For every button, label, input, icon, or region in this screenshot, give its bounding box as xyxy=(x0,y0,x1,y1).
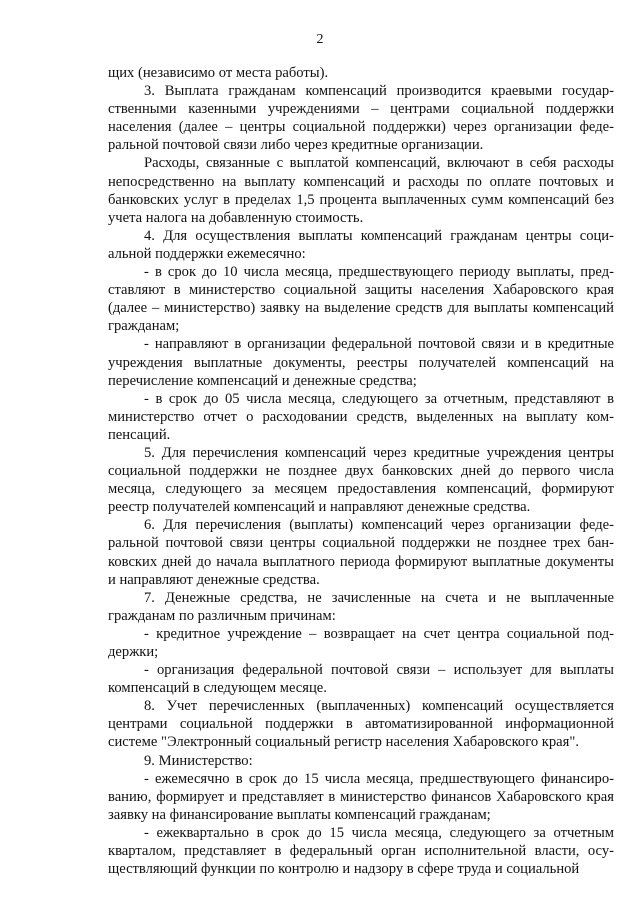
list-item-9-1: - ежемесячно в срок до 15 числа месяца, предшествующего финансированию, формирует и представляет в министерство финансов Хабаровского края заявку на финансирование выплаты компенсаций гражданам; xyxy=(108,770,614,823)
list-item-4-3: - в срок до 05 числа месяца, следующего за отчетным, представляют в министерство отчет о расходовании средств, выделенных на выплату компенсаций. xyxy=(108,390,614,443)
list-item-7-2: - организация федеральной почтовой связи – использует для выплаты компенсаций в следующем месяце. xyxy=(108,662,614,697)
list-item-4-1: - в срок до 10 числа месяца, предшествующего периоду выплаты, представляют в министерство социальной защиты населения Хабаровского края (далее – министерство) заявку на выделение средств для выплаты компенсаций гражданам; xyxy=(108,264,614,335)
paragraph-item-5: 5. Для перечисления компенсаций через кредитные учреждения центры социальной поддержки не позднее двух банковских дней до первого числа месяца, следующего за месяцем предоставления компенсаций, формируют реестр получателей компенсаций и направляют денежные средства. xyxy=(108,444,614,516)
paragraph-item-9: 9. Министерство: xyxy=(144,752,253,769)
paragraph-continuation: щих (независимо от места работы). xyxy=(108,65,329,81)
page-number: 2 xyxy=(316,32,324,47)
paragraph-item-7: 7. Денежные средства, не зачисленные на счета и не выплаченные гражданам по различным причинам: xyxy=(108,589,614,624)
document-body xyxy=(108,64,614,878)
list-item-4-2: - направляют в организации федеральной почтовой связи и в кредитные учреждения выплатные документы, реестры получателей компенсаций на перечисление компенсаций и денежные средства; xyxy=(108,336,614,389)
paragraph-expenses: Расходы, связанные с выплатой компенсаций, включают в себя расходы непосредственно на выплату компенсаций и расходы по оплате почтовых и банковских услуг в пределах 1,5 процента выплаченных сумм компенсаций без учета налога на добавленную стоимость. xyxy=(108,155,614,226)
paragraph-item-4: 4. Для осуществления выплаты компенсаций гражданам центры социальной поддержки ежемесячно: xyxy=(108,227,614,262)
paragraph-item-8: 8. Учет перечисленных (выплаченных) компенсаций осуществляется центрами социальной поддержки в автоматизированной информационной системе "Электронный социальный регистр населения Хабаровского края". xyxy=(108,698,614,751)
paragraph-item-6: 6. Для перечисления (выплаты) компенсаций через организации федеральной почтовой связи центры социальной поддержки не позднее трех банковских дней до начала выплатного периода формируют выплатные документы и направляют денежные средства. xyxy=(108,517,614,588)
list-item-7-1: - кредитное учреждение – возвращает на счет центра социальной поддержки; xyxy=(108,625,614,660)
list-item-9-2: - ежеквартально в срок до 15 числа месяца, следующего за отчетным кварталом, представляет в федеральный орган исполнительной власти, осуществляющий функции по контролю и надзору в сфере труда и социальной xyxy=(108,824,614,878)
paragraph-item-3: 3. Выплата гражданам компенсаций производится краевыми государственными казенными учреждениями – центрами социальной поддержки населения (далее – центры социальной поддержки) через организации федеральной почтовой связи либо через кредитные организации. xyxy=(108,83,614,154)
